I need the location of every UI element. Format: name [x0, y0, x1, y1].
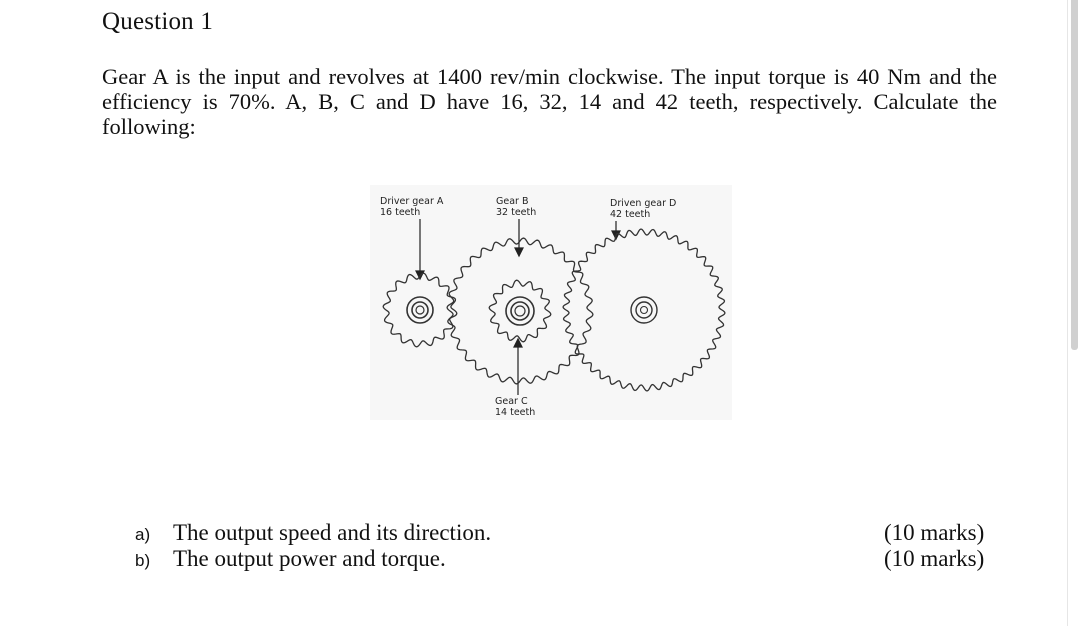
part-a-marks: (10 marks) [884, 520, 985, 545]
gear-a-label: Driver gear A [380, 196, 444, 207]
question-title: Question 1 [102, 8, 214, 35]
gear-b-label: Gear B [496, 196, 529, 207]
part-a-text: The output speed and its direction. [173, 520, 492, 545]
gear-c-label: Gear C [495, 396, 528, 407]
part-a-letter: a) [135, 525, 151, 544]
part-a [135, 520, 491, 546]
gear-d-teeth-label: 42 teeth [610, 209, 651, 220]
part-b-text: The output power and torque. [173, 546, 446, 571]
part-b-marks: (10 marks) [884, 546, 985, 571]
scrollbar-thumb[interactable] [1071, 0, 1078, 350]
question-body: Gear A is the input and revolves at 1400 rev/min clockwise. The input torque is 40 Nm and the efficiency is 70%. A, B, C and D have 16, 32, 14 and 42 teeth, respectively. Calculate the following: [102, 64, 997, 139]
gear-c-teeth-label: 14 teeth [495, 407, 536, 418]
gear-a [383, 273, 457, 347]
part-b-letter: b) [135, 551, 151, 570]
part-b [135, 546, 446, 572]
gear-d [563, 229, 725, 391]
vertical-scrollbar[interactable] [1067, 0, 1080, 626]
gear-a-teeth-label: 16 teeth [380, 207, 421, 218]
gear-d-label: Driven gear D [610, 198, 677, 209]
gear-c [489, 280, 551, 342]
gear-train-diagram [370, 185, 732, 420]
gear-b-teeth-label: 32 teeth [496, 207, 537, 218]
gear-train-figure [370, 185, 732, 420]
